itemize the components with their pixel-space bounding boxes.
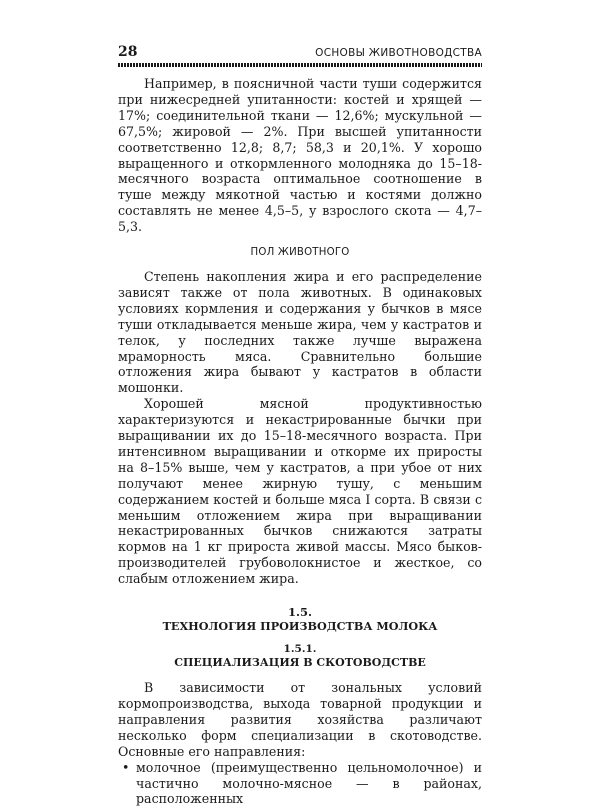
section-number: 1.5. (287, 605, 312, 620)
subheading-sex: ПОЛ ЖИВОТНОГО (250, 247, 350, 259)
paragraph-sex-2: Хорошей мясной продуктивностью характеризуются и некастрированные бычки при выращивании их до 15–18-месячного возраста. При интенсивном выращивании и откорме их приросты на 8–15% выше, чем у кастратов, а при убое от них получают менее жирную тушу, с меньшим содержанием костей и больше мяса I сорта. В связи с меньшим отложением жира при выращивании некастрированных бычков снижаются затраты кормов на 1 кг прироста живой массы. Мясо быков-производителей грубоволокнистое и жесткое, со слабым отложением жира. (118, 396, 482, 587)
section-title: ТЕХНОЛОГИЯ ПРОИЗВОДСТВА МОЛОКА (162, 619, 438, 634)
paragraph-intro: Например, в поясничной части туши содержится при нижесредней упитанности: костей и хрящей — 17%; соединительной ткани — 12,6%; мускульной — 67,5%; жировой — 2%. При высшей упитанности соответственно 12,8; 8,7; 58,3 и 20,1%. У хорошо выращенного и откормленного молодняка до 15–18-месячного возраста оптимальное соотношение в туше между мякотной частью и костями должно составлять не менее 4,5–5, у взрослого скота — 4,7–5,3. (118, 76, 482, 235)
running-title: ОСНОВЫ ЖИВОТНОВОДСТВА (315, 47, 482, 59)
running-header (118, 44, 482, 64)
paragraph-sex-1: Степень накопления жира и его распределение зависят также от пола животных. В одинаковых условиях кормления и содержания у бычков в мясе туши откладывается меньше жира, чем у кастратов и телок, у последних также лучше выражена мраморность мяса. Сравнительно большие отложения жира бывают у кастратов в области мошонки. (118, 268, 482, 396)
header-rule (118, 63, 482, 67)
list-item (118, 760, 482, 807)
page-number: 28 (118, 44, 138, 60)
subsection-number: 1.5.1. (283, 643, 317, 656)
subsection-title: СПЕЦИАЛИЗАЦИЯ В СКОТОВОДСТВЕ (174, 656, 426, 670)
page-body (118, 76, 482, 807)
bullet-icon: • (122, 759, 130, 775)
list-item-text: молочное (преимущественно цельномолочное) и частично молочно-мясное — в районах, расположенных (136, 759, 482, 807)
paragraph-specialization: В зависимости от зональных условий кормопроизводства, выхода товарной продукции и направления развития хозяйства различают несколько форм специализации в скотоводстве. Основные его направления: (118, 680, 482, 759)
